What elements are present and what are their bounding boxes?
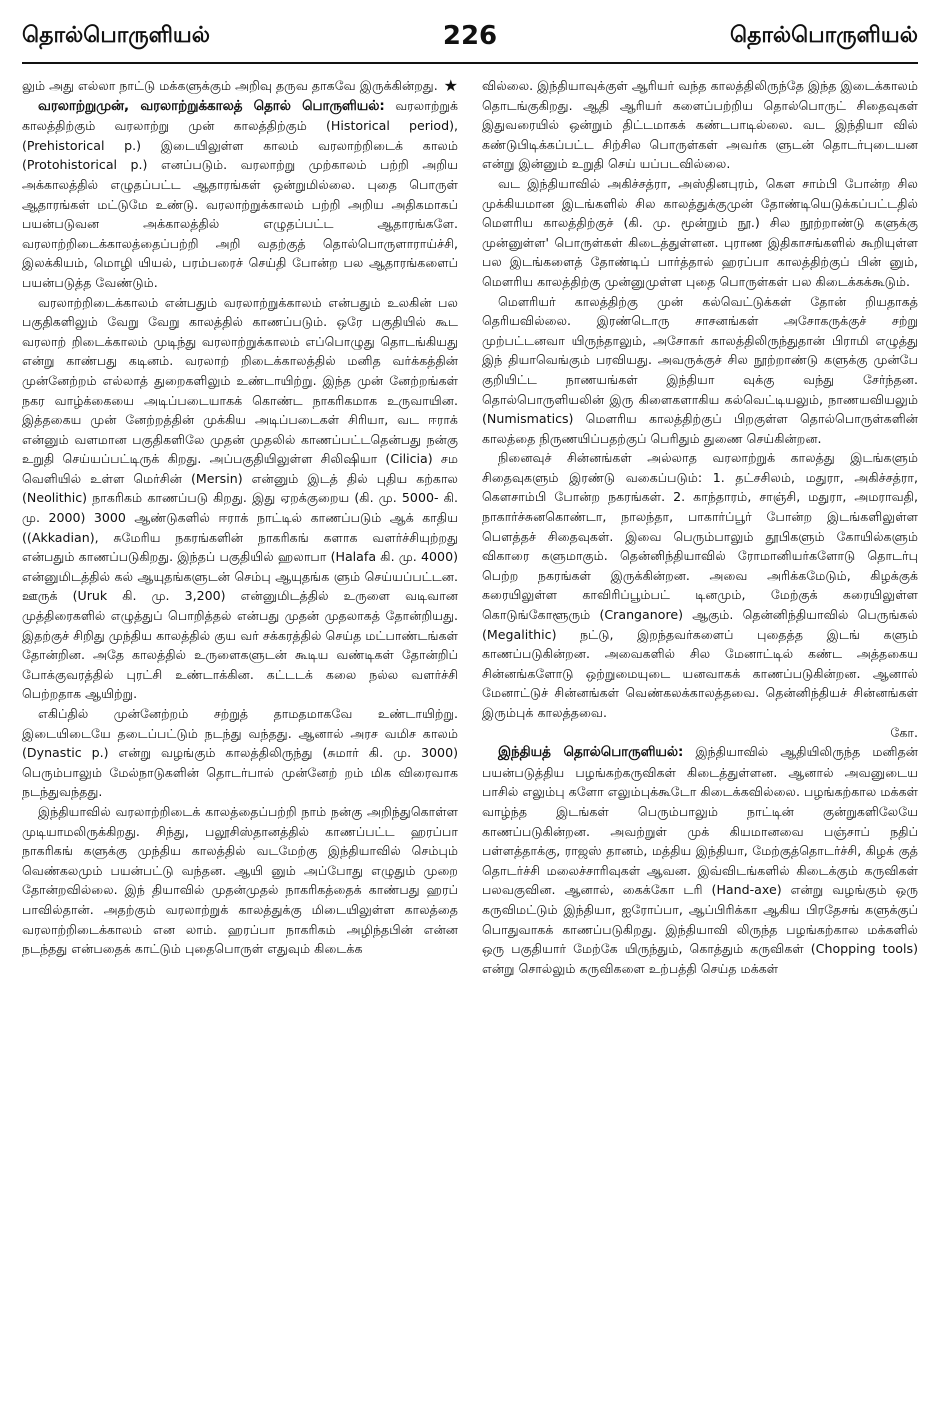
running-head-left: தொல்பொருளியல் xyxy=(22,23,211,48)
running-head-right: தொல்பொருளியல் xyxy=(729,23,918,48)
page-header xyxy=(22,16,918,56)
paragraph: வரலாற்றிடைக்காலம் என்பதும் வரலாற்றுக்காலம் என்பதும் உலகின் பல பகுதிகளிலும் வேறு வேறு காலத்தில் காணப்படும். ஒரே பகுதியில் கூட வரலாற் றிடைக்காலம் முடிந்து வரலாற்றுக்காலம் எப்பொழுது தொடங்கியது என்று காண்பது கடினம். வரலாற் றிடைக்காலத்தில் மனித வர்க்கத்தின் முன்னேற்றம் எல்லாத் துறைகளிலும் உண்டாயிற்று. இந்த முன் னேற்றங்கள் நகர வாழ்க்கையை அடிப்படையாகக் கொண்ட நாகரிகமாக உருவாயின. இத்தகைய முன் னேற்றத்தின் முக்கிய அடிப்படைகள் சிரியா, வட ஈராக் என்னும் வளமான பகுதிகளிலே முதன் முதலில் காணப்பட்டதென்பது நன்கு உறுதி செய்யப்பட்டிருக் கிறது. அப்பகுதியிலுள்ள சிலிஷியா (Cilicia) சம வெளியில் உள்ள மெர்சின் (Mersin) என்னும் இடத் தில் புதிய கற்கால (Neolithic) நாகரிகம் காணப்படு கிறது. இது ஏறக்குறைய (கி. மு. 5000- கி. மு. 2000) 3000 ஆண்டுகளில் ஈராக் நாட்டில் காணப்படும் ஆக் காதிய ((Akkadian), சுமேரிய நகரங்களின் நாகரிகங் களாக வளர்ச்சியுற்றது என்பதும் காணப்படுகிறது. இந்தப் பகுதியில் ஹலாபா (Halafa கி. மு. 4000) என்னுமிடத்தில் கல் ஆயுதங்களுடன் செம்பு ஆயுதங்க ளும் செய்யப்பட்டன. ஊருக் (Uruk கி. மு. 3,200) என்னுமிடத்தில் உருளை வடிவான முத்திரைகளில் எழுத்துப் பொறித்தல் என்பது முதன் முதலாகத் தோன்றியது. இதற்குச் சிறிது முந்திய காலத்தில் குய வர் சக்கரத்தில் செய்த மட்பாண்டங்கள் தோன்றின. அதே காலத்தில் உருளைகளுடன் கூடிய வண்டிகள் தோன்றிப் போக்குவரத்தில் புரட்சி உண்டாக்கின. கட்டடக் கலை நல்ல வளர்ச்சி பெற்றதாக ஆயிற்று. xyxy=(22,294,458,702)
text-columns xyxy=(22,76,918,1411)
left-column xyxy=(22,76,458,1411)
paragraph: நினைவுச் சின்னங்கள் அல்லாத வரலாற்றுக் காலத்து இடங்களும் சிதைவுகளும் இரண்டு வகைப்படும்: 1. தட்சசிலம், மதுரா, அகிச்சத்ரா, கௌசாம்பி போன்ற நகரங்கள். 2. காந்தாரம், சாஞ்சி, மதுரா, அமராவதி, நாகார்ச்சுனகொண்டா, நாலந்தா, பாகார்ப்பூர் போன்ற இடங்களிலுள்ள பௌத்தச் சிதைவுகள். இவை பெரும்பாலும் தூபிகளும் கோயில்களும் விகாரை களுமாகும். தென்னிந்தியாவில் ரோமானியர்களோடு தொடர்பு பெற்ற நகரங்கள் இருக்கின்றன. அவை அரிக்கமேடும், கிழக்குக் கரையிலுள்ள காவிரிப்பூம்பட் டினமும், மேற்குக் கரையிலுள்ள கொடுங்கோளூரும் (Cranganore) ஆகும். தென்னிந்தியாவில் பெருங்கல் (Megalithic) நட்டு, இறந்தவர்களைப் புதைத்த இடங் களும் காணப்படுகின்றன. அவைகளில் சில மேனாட்டில் கண்ட அத்தகைய சின்னங்களோடு ஒற்றுமையுடை யனவாகக் காணப்படுகின்றன. ஆனால் மேனாட்டுச் சின்னங்கள் வெண்கலக்காலத்தவை. தென்னிந்தியச் சின்னங்கள் இரும்புக் காலத்தவை. xyxy=(482,450,918,720)
paragraph xyxy=(482,742,918,978)
paragraph-text: லும் அது எல்லா நாட்டு மக்களுக்கும் அறிவு தருவ தாகவே இருக்கின்றது. xyxy=(22,78,438,93)
section-end-star: ★ xyxy=(443,76,458,95)
paragraph: மௌரியர் காலத்திற்கு முன் கல்வெட்டுக்கள் தோன் றியதாகத் தெரியவில்லை. இரண்டொரு சாசனங்கள் அசோகருக்குச் சற்று முற்பட்டனவா யிருந்தாலும், அசோகர் காலத்திலிருந்துதான் பிராமி எழுத்து இந் தியாவெங்கும் பரவியது. அவருக்குச் சில நூற்றாண்டு களுக்கு முன்பே குறியிட்ட நாணயங்கள் இந்தியா வுக்கு வந்து சேர்ந்தன. தொல்பொருளியலின் இரு கிளைகளாகிய கல்வெட்டியலும், நாணயவியலும் (Numismatics) மௌரிய காலத்திற்குப் பிறகுள்ள தொல்பொருள்களின் காலத்தை நிருணயிப்பதற்குப் பெரிதும் துணை செய்கின்றன. xyxy=(482,293,918,446)
paragraph: எகிப்தில் முன்னேற்றம் சற்றுத் தாமதமாகவே உண்டாயிற்று. இடையிடையே தடைப்பட்டும் நடந்து வந்தது. ஆனால் அரச வமிச காலம் (Dynastic p.) என்று வழங்கும் காலத்திலிருந்து (சுமார் கி. மு. 3000) பெரும்பாலும் மேல்நாடுகளின் தொடர்பால் முன்னேற் றம் மிக விரைவாக நடந்துவந்தது. xyxy=(22,706,458,800)
paragraph xyxy=(22,76,458,96)
section-heading: இந்தியத் தொல்பொருளியல்: xyxy=(498,745,684,761)
right-column xyxy=(482,76,918,1411)
paragraph-text: இந்தியாவில் ஆதியிலிருந்த மனிதன் பயன்படுத்திய பழங்கற்கருவிகள் கிடைத்துள்ளன. ஆனால் அவனுடைய பாசில் எலும்பு களோ எலும்புக்கூடோ கிடைக்கவில்லை. பழங்கற்கால மக்கள் வாழ்ந்த இடங்கள் பெரும்பாலும் நாட்டின் குன்றுகளிலேயே காணப்படுகின்றன. அவற்றுள் முக் கியமானவை பஞ்சாப் நதிப் பள்ளத்தாக்கு, ராஜஸ் தானம், மத்திய இந்தியா, மேற்குத்தொடர்ச்சி, கிழக் குத் தொடர்ச்சி மலைச்சாரிவுகள் ஆவன. இவ்விடங்களில் கிடைக்கும் கருவிகள் பலவகுவின. ஆனால், கைக்கோ டரி (Hand-axe) என்று வழங்கும் ஒரு கருவிமட்டும் இந்தியா, ஐரோப்பா, ஆப்பிரிக்கா ஆகிய பிரதேசங் களுக்குப் பொதுவாகக் காணப்படுகிறது. இந்தியாவி லிருந்த பழங்கற்கால மக்களில் ஒரு பகுதியார் மேற்கே யிருந்தும், கொத்தும் கருவிகள் (Chopping tools) என்று சொல்லும் கருவிகளை உற்பத்தி செய்த மக்கள் xyxy=(482,744,918,976)
paragraph xyxy=(22,96,458,293)
section-heading: வரலாற்றுமுன், வரலாற்றுக்காலத் தொல் பொருளியல்: xyxy=(38,98,385,114)
paragraph: வில்லை. இந்தியாவுக்குள் ஆரியர் வந்த காலத்திலிருந்தே இந்த இடைக்காலம் தொடங்குகிறது. ஆதி ஆரியர் களைப்பற்றிய தொல்பொருட் சிதைவுகள் இதுவரையில் ஒன்றும் திட்டமாகக் கண்டபாடில்லை. வட இந்தியா வில் கண்டுபிடிக்கப்பட்ட சிற்சில பொருள்கள் அவர்க ளுடன் தொடர்புடையன என்று இன்னும் உறுதி செய் யப்படவில்லை. xyxy=(482,78,918,172)
paragraph-text: வரலாற்றுக் காலத்திற்கும் வரலாற்று முன் காலத்திற்கும் (Historical period), (Prehistorical p.) இடையிலுள்ள காலம் வரலாற்றிடைக் காலம் (Protohistorical p.) எனப்படும். வரலாற்று முற்காலம் பற்றி அறிய அக்காலத்தில் எழுதப்பட்ட ஆதாரங்கள் ஒன்றுமில்லை. புதை பொருள் ஆதாரங்கள் மட்டுமே உண்டு. வரலாற்றுக்காலம் பற்றி அறிய அதிகமாகப் பயன்படுவன அக்காலத்தில் எழுதப்பட்ட ஆதாரங்களே. வரலாற்றிடைக்காலத்தைப்பற்றி அறி வதற்குத் தொல்பொருளாராய்ச்சி, இலக்கியம், மொழி யியல், பரம்பரைச் செய்தி போன்ற பல ஆதாரங்களைப் பயன்படுத்த வேண்டும். xyxy=(22,97,458,290)
header-rule xyxy=(22,62,918,64)
page-number: 226 xyxy=(442,21,498,51)
paragraph: இந்தியாவில் வரலாற்றிடைக் காலத்தைப்பற்றி நாம் நன்கு அறிந்துகொள்ள முடியாமலிருக்கிறது. சிந்து, பலூசிஸ்தானத்தில் காணப்பட்ட ஹரப்பா நாகரிகங் களுக்கு முந்திய காலத்தில் வடமேற்கு இந்தியாவில் செம்பும் வெண்கலமும் பயன்பட்டு வந்தன. ஆயி னும் அப்போது எழுதும் முறை தோன்றவில்லை. இந் தியாவில் முதன்முதல் நாகரிகத்தைக் காண்பது ஹரப் பாவில்தான். அதற்கும் வரலாற்றுக் காலத்துக்கு மிடையிலுள்ள காலத்தை வரலாற்றிடைக்காலம் என லாம். ஹரப்பா நாகரிகம் அழிந்தபின் என்ன நடந்தது என்பதைக் காட்டும் புதைபொருள் எதுவும் கிடைக்க xyxy=(22,803,458,957)
author-initials: கோ. xyxy=(890,724,918,740)
paragraph: வட இந்தியாவில் அகிச்சத்ரா, அஸ்தினபுரம், கௌ சாம்பி போன்ற சில முக்கியமான இடங்களில் சில காலத்துக்குமுன் தோண்டியெடுக்கப்பட்டதில் மௌரிய காலத்திற்குச் (கி. மு. மூன்றும் நூ.) சில நூற்றாண்டு களுக்கு முன்னுள்ள' பொருள்கள் கிடைத்துள்ளன. புராண இதிகாசங்களில் கூறியுள்ள பல இடங்களைத் தோண்டிப் பார்த்தால் ஹரப்பா காலத்திற்குப் பின் னும், மௌரிய காலத்திற்கு முன்னுமுள்ள புதை பொருள்கள் பல கிடைக்கக்கூடும். xyxy=(482,175,918,289)
